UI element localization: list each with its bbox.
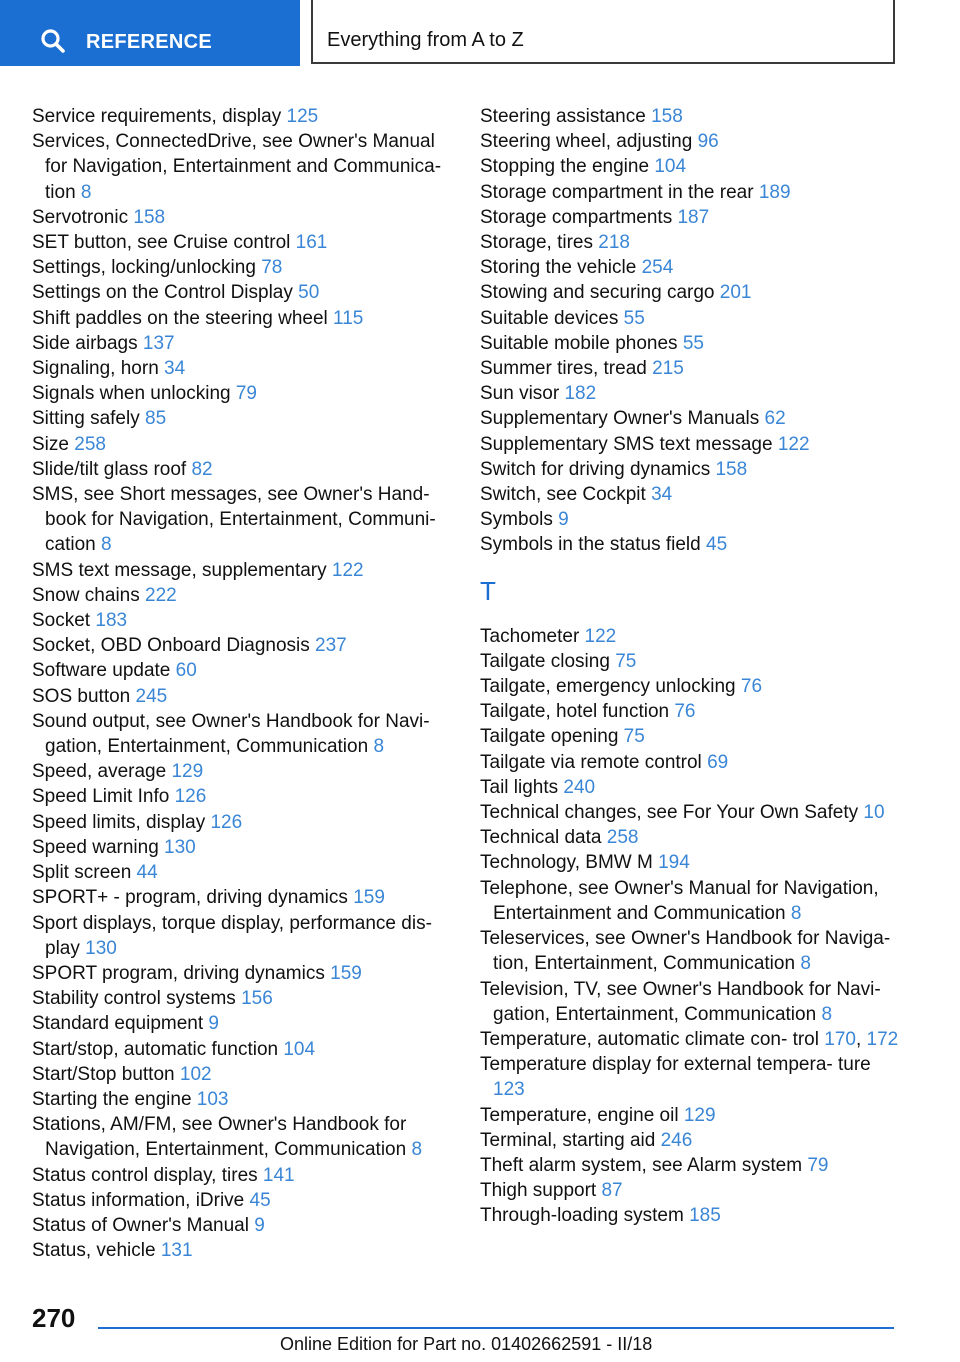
index-entry-text: Storing the vehicle: [480, 257, 642, 279]
index-entry-text: Signals when unlocking: [32, 383, 236, 405]
index-entry-text: Tailgate closing: [480, 650, 616, 672]
index-entry-text: Status control display, tires: [32, 1164, 263, 1186]
index-entry: [480, 699, 900, 724]
page-link[interactable]: 9: [208, 1013, 219, 1035]
page-link[interactable]: 159: [330, 962, 362, 984]
index-entry-text: SMS text message, supplementary: [32, 559, 332, 581]
page-link[interactable]: 182: [564, 383, 597, 405]
index-entry: [32, 381, 452, 406]
index-entry: [480, 850, 900, 875]
page-link[interactable]: 237: [315, 635, 347, 657]
index-entry: [32, 406, 452, 431]
page-link[interactable]: 75: [623, 726, 645, 748]
section-letter: T: [480, 575, 496, 606]
page-link[interactable]: 96: [697, 131, 719, 153]
index-entry: [32, 885, 452, 910]
page-link[interactable]: 189: [758, 181, 791, 203]
index-entry: [32, 1112, 452, 1162]
index-entry-text: Start/stop, automatic function: [32, 1038, 284, 1060]
index-entry-text: Sound output, see Owner's Handbook for Navi- gation, Entertainment, Communication: [32, 710, 430, 758]
index-entry: [480, 331, 900, 356]
index-entry-text: Storage, tires: [480, 232, 599, 254]
index-entry-text: Thigh support: [480, 1180, 602, 1202]
page-link[interactable]: 8: [373, 736, 385, 758]
index-entry: [32, 482, 452, 558]
index-entry: [480, 624, 900, 649]
index-entry: [480, 649, 900, 674]
page-link[interactable]: 126: [210, 811, 243, 833]
index-entry-text: Symbols: [480, 509, 559, 531]
page-link[interactable]: 75: [615, 650, 637, 672]
page-link[interactable]: 254: [641, 257, 674, 279]
index-entry-text: Status information, iDrive: [32, 1189, 250, 1211]
page-link[interactable]: 79: [807, 1154, 829, 1176]
index-entry-text: Stability control systems: [32, 988, 242, 1010]
index-entry: [480, 180, 900, 205]
index-entry: [32, 658, 452, 683]
page-link[interactable]: 258: [606, 827, 639, 849]
page-link[interactable]: 76: [674, 701, 696, 723]
index-entry-text: Supplementary SMS text message: [480, 433, 778, 455]
index-entry: [32, 280, 452, 305]
index-entry-text: Television, TV, see Owner's Handbook for Navi- gation, Entertainment, Communication: [480, 978, 881, 1025]
index-entry-text: Switch, see Cockpit: [480, 484, 652, 506]
index-entry: [32, 684, 452, 709]
index-entry-text: Speed limits, display: [32, 811, 211, 833]
index-entry-text: Servotronic: [32, 206, 134, 228]
page-link[interactable]: 122: [331, 559, 364, 581]
index-entry-text: Start/Stop button: [32, 1063, 180, 1085]
index-group-t: [480, 624, 900, 1229]
index-entry-text: Socket: [32, 610, 96, 632]
index-entry: [32, 306, 452, 331]
index-entry-text: Storage compartment in the rear: [480, 181, 759, 203]
page-link[interactable]: 45: [706, 534, 728, 556]
page-link[interactable]: 129: [683, 1104, 716, 1126]
page-link[interactable]: 8: [80, 181, 92, 203]
search-icon: [40, 28, 66, 54]
page-link[interactable]: 122: [584, 625, 617, 647]
index-entry-text: SET button, see Cruise control: [32, 232, 296, 254]
index-entry-text: Standard equipment: [32, 1013, 209, 1035]
page-link[interactable]: 34: [651, 484, 673, 506]
page-link[interactable]: 85: [145, 408, 167, 430]
index-entry: [480, 1203, 900, 1228]
index-entry-text: Steering assistance: [480, 106, 652, 127]
page-link[interactable]: 215: [652, 358, 684, 380]
index-entry-text: Services, ConnectedDrive, see Owner's Manual for Navigation, Entertainment and Communica- tion: [32, 131, 442, 203]
index-entry: [480, 876, 900, 926]
page-link[interactable]: 158: [651, 106, 683, 127]
index-entry: [480, 926, 900, 976]
edition-text: Online Edition for Part no. 01402662591 - II/18: [280, 1334, 653, 1354]
page-link[interactable]: 87: [601, 1180, 623, 1202]
page-link[interactable]: 55: [682, 332, 704, 354]
index-entry-text: Theft alarm system, see Alarm system: [480, 1154, 808, 1176]
index-entry-text: Temperature, automatic climate con- trol: [480, 1028, 825, 1050]
index-entry: [480, 306, 900, 331]
index-entry: [32, 1213, 452, 1238]
page-link[interactable]: 102: [179, 1063, 212, 1085]
index-entry: [32, 961, 452, 986]
page-link[interactable]: 123: [493, 1079, 525, 1101]
page-link[interactable]: 8: [800, 953, 811, 975]
chapter-title: Everything from A to Z: [327, 29, 524, 51]
index-entry: [32, 104, 452, 129]
index-entry-text: Socket, OBD Onboard Diagnosis: [32, 635, 316, 657]
index-entry: [32, 129, 452, 205]
page-link[interactable]: 129: [171, 761, 204, 783]
index-entry-text: Suitable devices: [480, 307, 624, 329]
index-entry-text: Status of Owner's Manual: [32, 1214, 255, 1236]
page-link[interactable]: 258: [74, 433, 106, 455]
index-entry: [480, 1103, 900, 1128]
page-link[interactable]: 8: [411, 1139, 423, 1161]
index-entry: [32, 835, 452, 860]
index-entry: [480, 482, 900, 507]
index-entry: [480, 154, 900, 179]
index-entry-text: Sport displays, torque display, performance dis- play: [32, 912, 432, 959]
index-entry: [32, 810, 452, 835]
index-entry: [480, 775, 900, 800]
index-entry-text: Settings, locking/unlocking: [32, 257, 262, 279]
index-entry: [32, 784, 452, 809]
index-entry: [480, 1178, 900, 1203]
index-entry: [480, 205, 900, 230]
index-entry-text: Temperature, engine oil: [480, 1104, 684, 1126]
page-link[interactable]: 45: [249, 1189, 271, 1211]
index-entry: [32, 432, 452, 457]
index-entry-text: Software update: [32, 660, 176, 682]
index-entry: [32, 860, 452, 885]
index-entry-text: Stopping the engine: [480, 156, 655, 178]
index-entry: [32, 1011, 452, 1036]
index-entry-text: Signaling, horn: [32, 358, 165, 380]
reference-tab[interactable]: [0, 0, 300, 66]
index-entry-text: Snow chains: [32, 584, 146, 606]
index-entry-text: Storage compartments: [480, 206, 678, 228]
index-entry-text: SPORT+ - program, driving dynamics: [32, 887, 354, 909]
page-link[interactable]: 50: [298, 282, 320, 304]
index-entry: [480, 800, 900, 825]
index-entry: [480, 1153, 900, 1178]
page-link[interactable]: 131: [160, 1240, 193, 1262]
index-entry: [32, 1037, 452, 1062]
page-link[interactable]: 159: [353, 887, 385, 909]
index-entry-text: Supplementary Owner's Manuals: [480, 408, 765, 430]
index-entry-text: Tailgate, emergency unlocking: [480, 676, 741, 698]
index-entry: [480, 432, 900, 457]
index-entry-text: Speed warning: [32, 836, 165, 858]
page-link[interactable]: 126: [174, 786, 207, 808]
index-entry: [32, 1188, 452, 1213]
page-link[interactable]: 246: [660, 1129, 693, 1151]
page-link[interactable]: 76: [740, 676, 763, 698]
index-entry: [480, 674, 900, 699]
index-entry-text: Symbols in the status field: [480, 534, 706, 556]
page-link[interactable]: 8: [790, 902, 802, 924]
page-link[interactable]: 125: [286, 106, 319, 127]
index-entry: [32, 331, 452, 356]
page-link[interactable]: 185: [689, 1205, 721, 1227]
index-entry: [480, 825, 900, 850]
page-link[interactable]: 122: [777, 433, 810, 455]
index-entry: [32, 709, 452, 759]
page-link[interactable]: 10: [863, 802, 885, 824]
index-entry-text: Sun visor: [480, 383, 565, 405]
index-entry-text: SMS, see Short messages, see Owner's Hand- book for Navigation, Entertainment, Communi- cation: [32, 484, 436, 556]
index-entry-text: Stowing and securing cargo: [480, 282, 720, 304]
page-link[interactable]: 156: [241, 988, 273, 1010]
index-entry-text: Tail lights: [480, 776, 564, 798]
page-number: 270: [32, 1303, 76, 1333]
index-entry: [480, 724, 900, 749]
index-entry-text: Temperature display for external tempera- ture: [480, 1054, 871, 1076]
index-entry: [32, 205, 452, 230]
page-link[interactable]: 82: [191, 458, 213, 480]
footer-divider: [98, 1327, 894, 1329]
index-entry-text: Summer tires, tread: [480, 358, 653, 380]
page-link[interactable]: 44: [136, 862, 158, 884]
page-link[interactable]: 158: [133, 206, 166, 228]
index-entry-text: Slide/tilt glass roof: [32, 458, 192, 480]
page-link[interactable]: 137: [142, 332, 175, 354]
page-link[interactable]: 69: [707, 751, 729, 773]
index-entry-text: Tailgate, hotel function: [480, 701, 675, 723]
index-entry-text: Shift paddles on the steering wheel: [32, 307, 334, 329]
page-link[interactable]: 240: [563, 776, 596, 798]
index-entry: [32, 558, 452, 583]
index-group-s: [480, 104, 900, 558]
index-entry: [32, 633, 452, 658]
page-link[interactable]: 194: [658, 852, 690, 874]
page-link[interactable]: 104: [283, 1038, 316, 1060]
index-column-left: [32, 104, 452, 1263]
index-entry-text: Teleservices, see Owner's Handbook for Naviga- tion, Entertainment, Communication: [480, 928, 891, 975]
index-entry: [32, 1062, 452, 1087]
page-header: [0, 0, 960, 66]
index-column-right: [480, 104, 900, 1229]
index-entry-text: Suitable mobile phones: [480, 332, 683, 354]
index-entry: [32, 986, 452, 1011]
page-link[interactable]: 103: [196, 1088, 229, 1110]
index-entry-text: Switch for driving dynamics: [480, 458, 716, 480]
index-entry: [32, 1163, 452, 1188]
page-link[interactable]: 9: [558, 509, 569, 531]
page-link[interactable]: 183: [95, 610, 128, 632]
index-entry-text: Tailgate opening: [480, 726, 624, 748]
page-link[interactable]: 8: [821, 1003, 833, 1025]
index-entry: [32, 457, 452, 482]
index-entry: [480, 1128, 900, 1153]
index-entry-text: Side airbags: [32, 332, 143, 354]
page-link[interactable]: 78: [261, 257, 283, 279]
index-entry-text: SPORT program, driving dynamics: [32, 962, 331, 984]
index-entry: [480, 750, 900, 775]
page-link[interactable]: 130: [164, 836, 196, 858]
index-entry: [480, 104, 900, 129]
page-link[interactable]: 187: [677, 206, 710, 228]
page-link[interactable]: 172: [866, 1028, 899, 1050]
index-entry: [32, 1238, 452, 1263]
index-entry: [32, 608, 452, 633]
page-link[interactable]: 161: [295, 232, 328, 254]
page-link[interactable]: 141: [262, 1164, 295, 1186]
index-entry-text: Status, vehicle: [32, 1240, 161, 1262]
page-link[interactable]: 34: [164, 358, 186, 380]
index-entry: [480, 977, 900, 1027]
page-link[interactable]: 9: [254, 1214, 265, 1236]
index-entry-text: Service requirements, display: [32, 106, 287, 127]
index-entry: [480, 406, 900, 431]
index-entry: [480, 457, 900, 482]
index-entry: [480, 532, 900, 557]
index-entry: [32, 255, 452, 280]
index-entry: [480, 356, 900, 381]
index-entry-text: Telephone, see Owner's Manual for Navigation, Entertainment and Communication: [480, 877, 879, 924]
index-entry-text: Through-loading system: [480, 1205, 690, 1227]
index-entry-text: Speed, average: [32, 761, 172, 783]
index-entry: [480, 280, 900, 305]
index-entry-text: Terminal, starting aid: [480, 1129, 661, 1151]
index-entry: [480, 129, 900, 154]
page-link[interactable]: 62: [764, 408, 786, 430]
index-entry-text: Sitting safely: [32, 408, 145, 430]
page-link[interactable]: 79: [235, 383, 257, 405]
page-link[interactable]: 104: [654, 156, 687, 178]
page-link[interactable]: 170: [824, 1028, 856, 1050]
index-entry: Temperature, automatic climate con- trol 170, 172: [480, 1028, 899, 1050]
index-entry: [32, 1087, 452, 1112]
page-link[interactable]: 245: [135, 685, 168, 707]
page-link[interactable]: 8: [100, 534, 112, 556]
index-entry: [32, 759, 452, 784]
page-link[interactable]: 201: [719, 282, 752, 304]
index-entry: [480, 381, 900, 406]
chapter-title-box: [311, 0, 895, 64]
index-entry: [32, 230, 452, 255]
index-entry: [480, 255, 900, 280]
index-entry-text: Steering wheel, adjusting: [480, 131, 698, 153]
index-entry: [32, 356, 452, 381]
index-entry-text: Tailgate via remote control: [480, 751, 708, 773]
index-entry-text: Split screen: [32, 862, 137, 884]
index-entry-text: Technology, BMW M: [480, 852, 659, 874]
page-link[interactable]: 115: [333, 307, 364, 329]
index-entry: [480, 230, 900, 255]
page-link[interactable]: 130: [85, 937, 117, 959]
index-entry-text: Technical changes, see For Your Own Safety: [480, 802, 864, 824]
index-entry-text: Stations, AM/FM, see Owner's Handbook for Navigation, Entertainment, Communication: [32, 1114, 412, 1161]
index-entry-text: Tachometer: [480, 625, 585, 647]
index-entry: [480, 1052, 900, 1102]
page-link[interactable]: 222: [145, 584, 177, 606]
index-entry-text: SOS button: [32, 685, 136, 707]
index-entry: [32, 911, 452, 961]
index-entry-text: Starting the engine: [32, 1088, 197, 1110]
index-entry-text: Technical data: [480, 827, 607, 849]
page-link[interactable]: 55: [623, 307, 645, 329]
index-entry-text: Size: [32, 433, 75, 455]
page-link[interactable]: 60: [175, 660, 197, 682]
index-entry-text: Speed Limit Info: [32, 786, 175, 808]
page-link[interactable]: 218: [598, 232, 630, 254]
index-entry: [480, 507, 900, 532]
reference-tab-label: REFERENCE: [86, 31, 213, 53]
page-link[interactable]: 158: [715, 458, 748, 480]
index-entry-text: Settings on the Control Display: [32, 282, 299, 304]
index-entry: [32, 583, 452, 608]
